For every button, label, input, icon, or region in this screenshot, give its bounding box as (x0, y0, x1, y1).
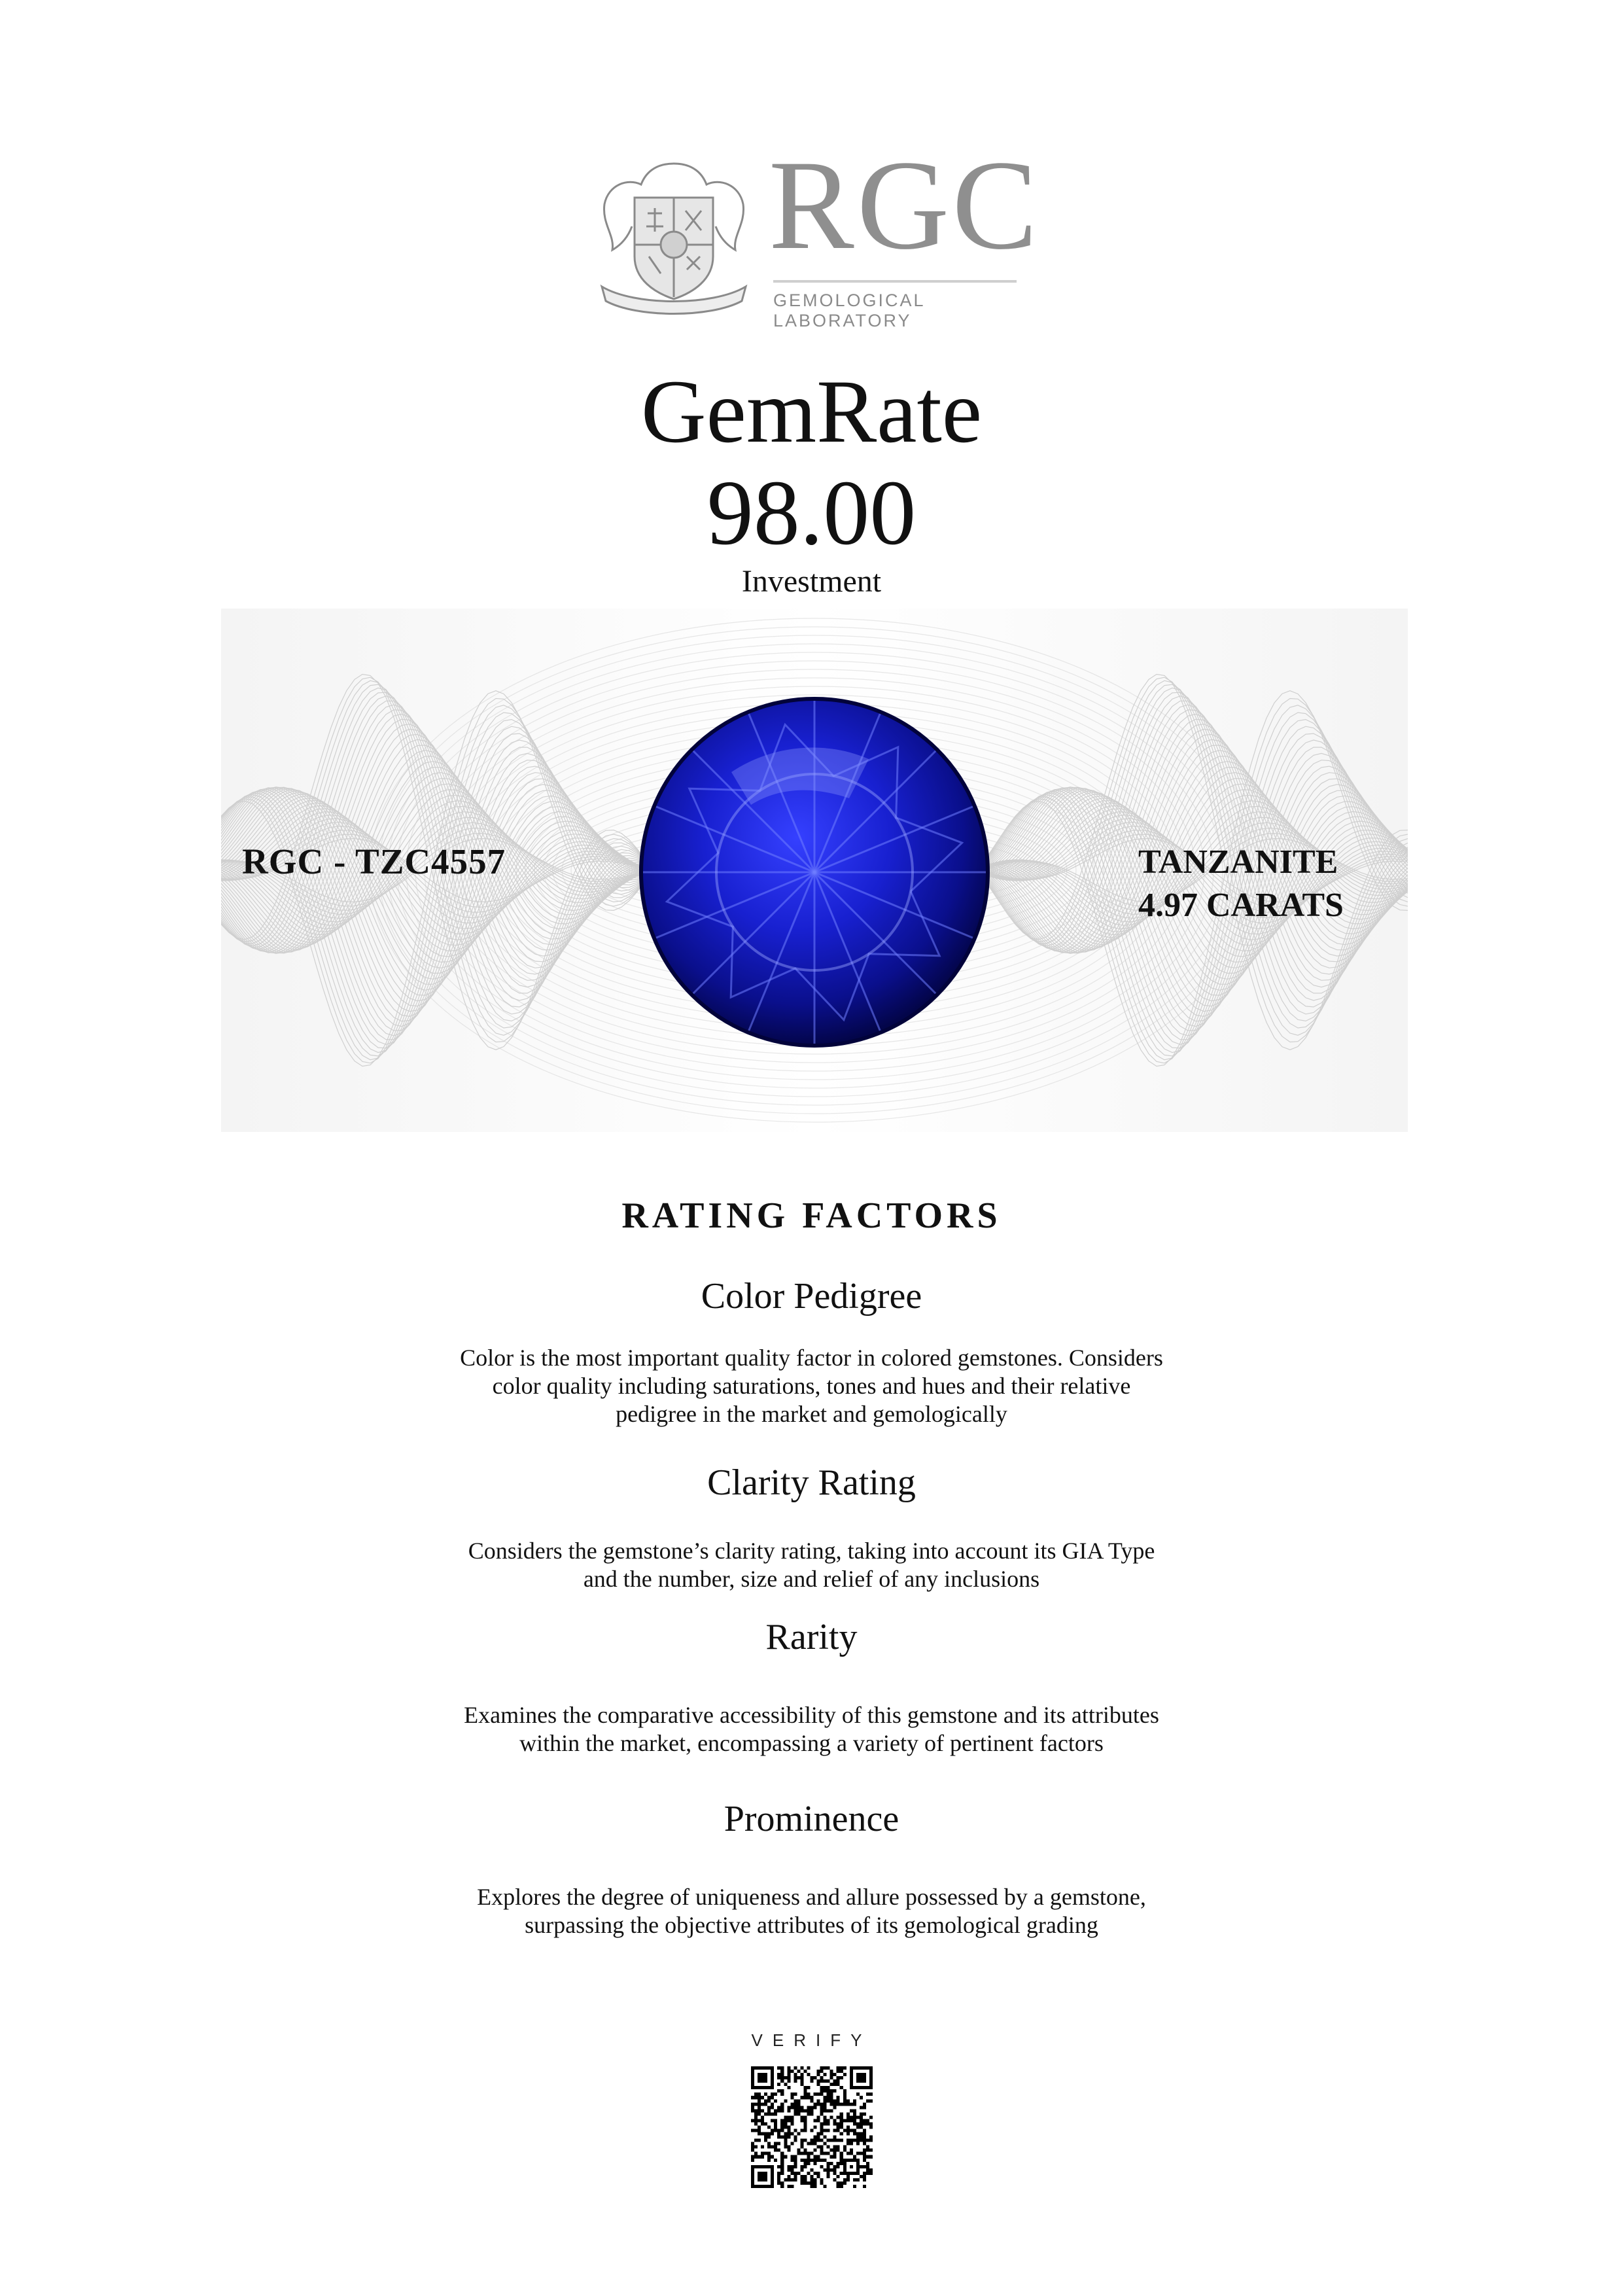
factor-color-pedigree (0, 1278, 1623, 1428)
logo-wordmark: RGC (769, 134, 1041, 276)
factor-line: surpassing the objective attributes of its gemological grading (525, 1912, 1098, 1938)
rating-factors-heading: RATING FACTORS (621, 1195, 1002, 1236)
factor-title: Clarity Rating (707, 1462, 916, 1503)
factor-line: within the market, encompassing a variety of pertinent factors (519, 1730, 1104, 1756)
stone-species: TANZANITE (1138, 843, 1338, 881)
certificate-id: RGC - TZC4557 (242, 841, 506, 881)
tanzanite-gem-icon (641, 699, 988, 1046)
factor-description (0, 1883, 1623, 1939)
factor-line: color quality including saturations, tones and hues and their relative (492, 1373, 1131, 1399)
factor-line: Color is the most important quality factor in colored gemstones. Considers (460, 1345, 1163, 1371)
rgc-logo (589, 134, 1041, 330)
stone-details (1138, 841, 1344, 927)
factor-line: Examines the comparative accessibility of this gemstone and its attributes (464, 1702, 1159, 1728)
gemrate-grade: Investment (741, 564, 882, 599)
factor-line: pedigree in the market and gemologically (616, 1401, 1007, 1427)
factor-prominence (0, 1801, 1623, 1939)
verify-label: VERIFY (751, 2030, 872, 2050)
logo-divider (773, 280, 1017, 283)
gemrate-title: GemRate (640, 361, 983, 461)
factor-title: Rarity (765, 1617, 858, 1657)
factor-clarity-rating (0, 1464, 1623, 1593)
logo-subtitle: GEMOLOGICAL LABORATORY (773, 291, 925, 330)
factor-line: and the number, size and relief of any inclusions (583, 1566, 1040, 1592)
gemrate-score: 98.00 (707, 461, 916, 564)
factor-description (0, 1701, 1623, 1757)
factor-title: Color Pedigree (701, 1276, 922, 1316)
crest-icon (589, 158, 759, 315)
factor-description (0, 1537, 1623, 1593)
factor-title: Prominence (724, 1799, 899, 1839)
stone-weight: 4.97 CARATS (1138, 887, 1344, 924)
factor-line: Explores the degree of uniqueness and allure possessed by a gemstone, (477, 1884, 1146, 1910)
verify-qr-code-icon[interactable] (751, 2066, 873, 2188)
factor-rarity (0, 1619, 1623, 1757)
factor-description (0, 1344, 1623, 1428)
factor-line: Considers the gemstone’s clarity rating, taking into account its GIA Type (468, 1538, 1155, 1564)
